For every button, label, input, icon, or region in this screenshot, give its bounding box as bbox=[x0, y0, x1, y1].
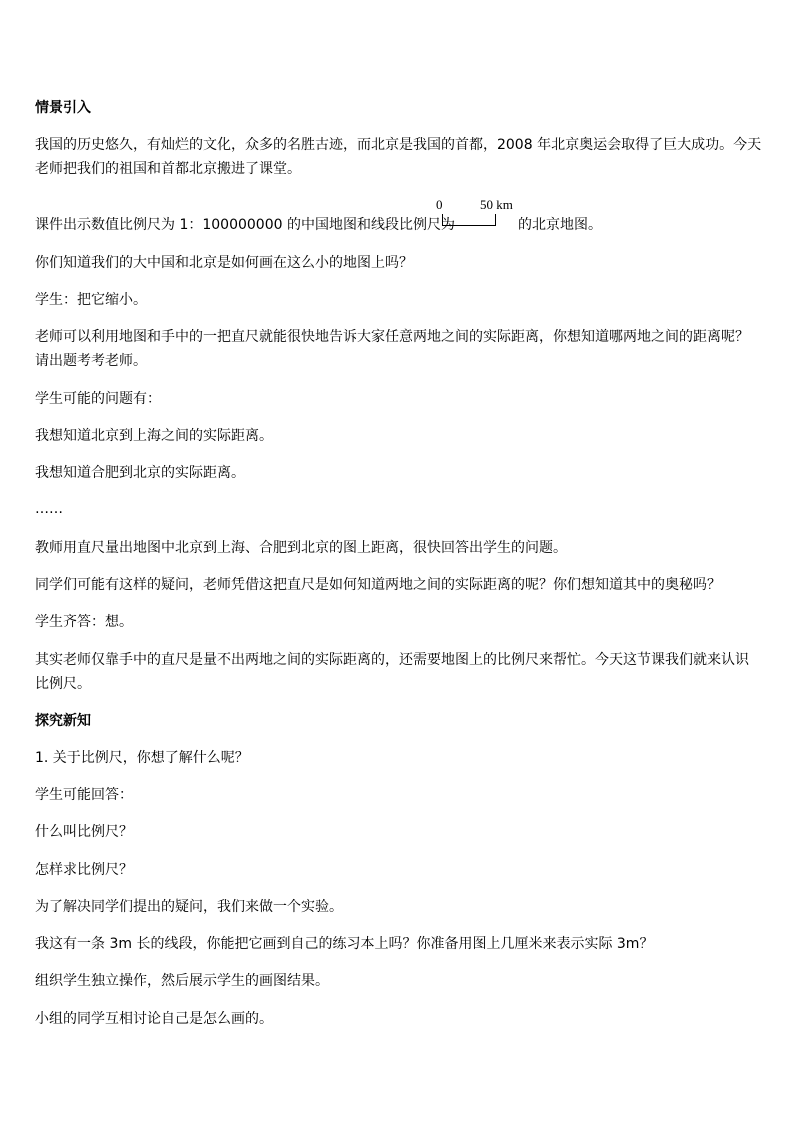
paragraph-teacher-ruler-line1: 老师可以利用地图和手中的一把直尺就能很快地告诉大家任意两地之间的实际距离，你想知道哪两地之间的距离呢？ bbox=[35, 329, 749, 345]
paragraph-teacher-ruler-line2: 请出题考考老师。 bbox=[35, 353, 147, 369]
paragraph-question-map: 你们知道我们的大中国和北京是如何画在这么小的地图上吗？ bbox=[35, 255, 413, 271]
paragraph-history-line2: 老师把我们的祖国和首都北京搬进了课堂。 bbox=[35, 161, 301, 177]
paragraph-courseware-before: 课件出示数值比例尺为 1：100000000 的中国地图和线段比例尺为 bbox=[35, 217, 455, 233]
paragraph-doubt: 同学们可能有这样的疑问，老师凭借这把直尺是如何知道两地之间的实际距离的呢？你们想知道其中的奥秘吗？ bbox=[35, 577, 721, 593]
section-heading-explore: 探究新知 bbox=[35, 713, 91, 729]
paragraph-organize-students: 组织学生独立操作，然后展示学生的画图结果。 bbox=[35, 973, 329, 989]
scale-bar-segment bbox=[442, 214, 496, 226]
paragraph-experiment: 为了解决同学们提出的疑问，我们来做一个实验。 bbox=[35, 899, 343, 915]
paragraph-ellipsis: …… bbox=[35, 501, 63, 517]
paragraph-scale-intro-line2: 比例尺。 bbox=[35, 676, 91, 692]
paragraph-courseware-after: 的北京地图。 bbox=[518, 217, 602, 233]
paragraph-history-line1: 我国的历史悠久，有灿烂的文化，众多的名胜古迹，而北京是我国的首都，2008 年北京奥运会取得了巨大成功。今天 bbox=[35, 137, 762, 153]
paragraph-possible-questions: 学生可能的问题有： bbox=[35, 391, 161, 407]
scale-bar-end-label: 50 km bbox=[480, 197, 513, 212]
paragraph-how-to-find-scale: 怎样求比例尺？ bbox=[35, 862, 133, 878]
paragraph-item-1: 1. 关于比例尺，你想了解什么呢？ bbox=[35, 750, 249, 766]
section-heading-intro: 情景引入 bbox=[35, 100, 91, 116]
paragraph-scale-intro-line1: 其实老师仅靠手中的直尺是量不出两地之间的实际距离的，还需要地图上的比例尺来帮忙。今天这节课我们就来认识 bbox=[35, 652, 749, 668]
paragraph-possible-answers: 学生可能回答： bbox=[35, 787, 133, 803]
paragraph-question-shanghai: 我想知道北京到上海之间的实际距离。 bbox=[35, 428, 273, 444]
paragraph-group-discussion: 小组的同学互相讨论自己是怎么画的。 bbox=[35, 1011, 273, 1027]
paragraph-teacher-measures: 教师用直尺量出地图中北京到上海、合肥到北京的图上距离，很快回答出学生的问题。 bbox=[35, 540, 567, 556]
scale-bar-start-label: 0 bbox=[436, 197, 443, 212]
paragraph-students-reply: 学生齐答：想。 bbox=[35, 614, 133, 630]
paragraph-question-hefei: 我想知道合肥到北京的实际距离。 bbox=[35, 465, 245, 481]
line-segment-scale-bar bbox=[436, 197, 513, 234]
paragraph-what-is-scale: 什么叫比例尺？ bbox=[35, 824, 133, 840]
paragraph-line-segment-task: 我这有一条 3m 长的线段，你能把它画到自己的练习本上吗？你准备用图上几厘米来表示实际 3m？ bbox=[35, 936, 654, 952]
paragraph-student-answer: 学生：把它缩小。 bbox=[35, 292, 147, 308]
